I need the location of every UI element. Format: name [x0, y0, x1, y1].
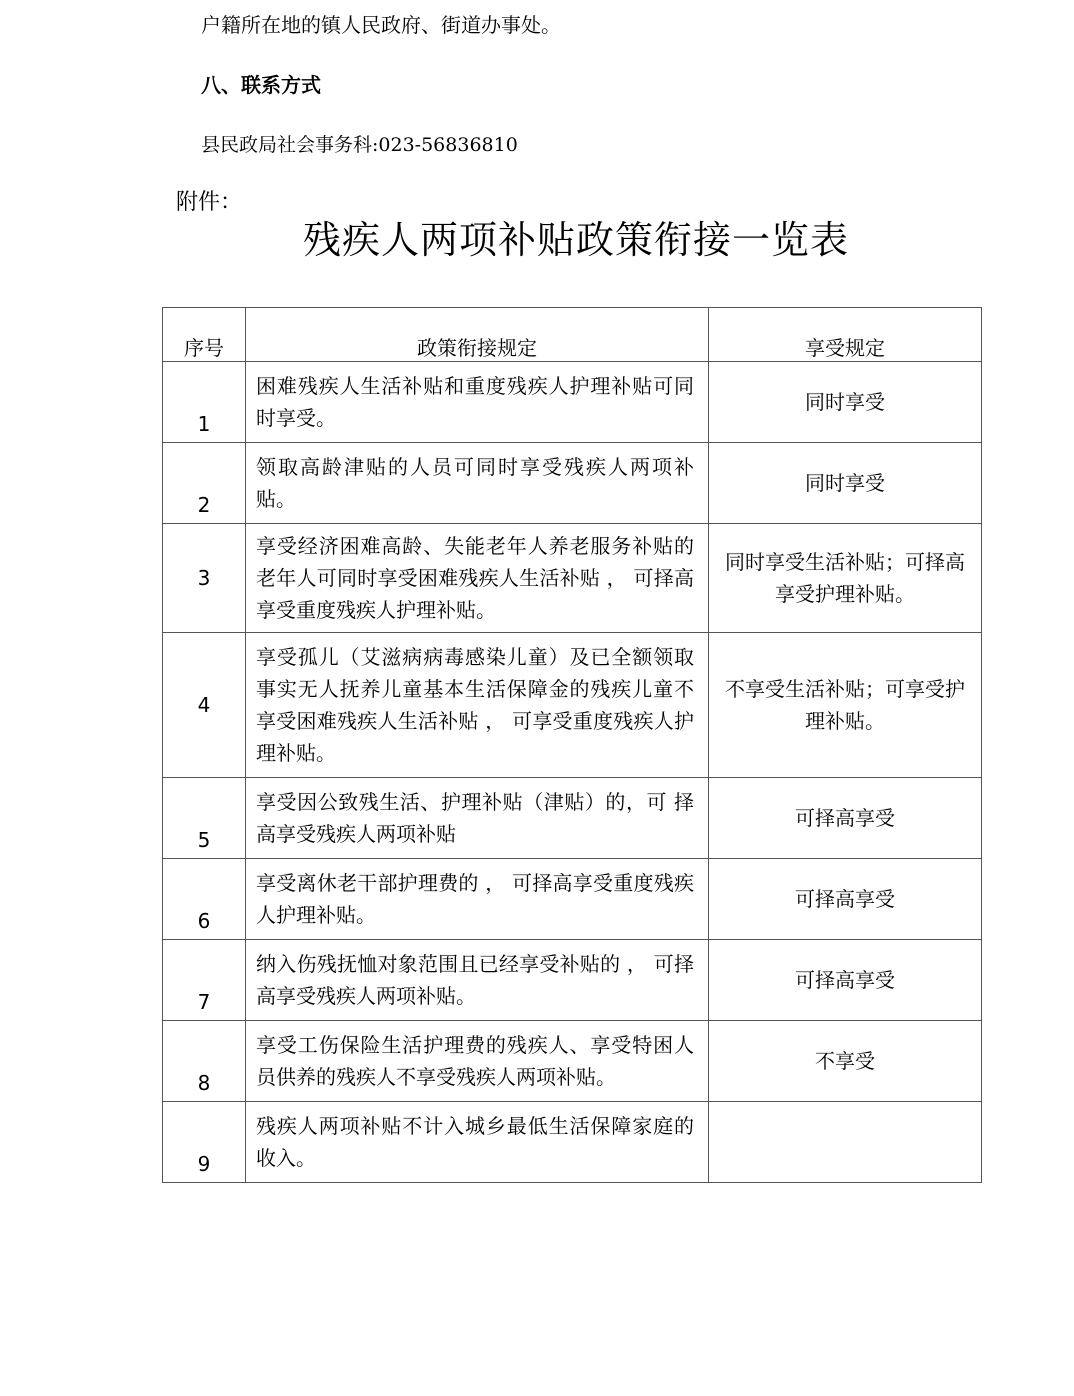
- row-result: 可择高享受: [709, 940, 982, 1021]
- header-rule: 政策衔接规定: [246, 308, 709, 362]
- table-row: [163, 1102, 982, 1183]
- row-rule: 享受孤儿（艾滋病病毒感染儿童）及已全额领取事实无人抚养儿童基本生活保障金的残疾儿童不享受困难残疾人生活补贴 ， 可享受重度残疾人护理补贴。: [246, 633, 709, 778]
- header-result: 享受规定: [709, 308, 982, 362]
- row-number: 6: [163, 859, 246, 940]
- row-rule: 领取高龄津贴的人员可同时享受残疾人两项补贴。: [246, 443, 709, 524]
- table-title: 残疾人两项补贴政策衔接一览表: [302, 218, 849, 262]
- row-rule: 纳入伤残抚恤对象范围且已经享受补贴的 ， 可择高享受残疾人两项补贴。: [246, 940, 709, 1021]
- intro-line: 户籍所在地的镇人民政府、街道办事处。: [201, 13, 561, 37]
- table-row: [163, 633, 982, 778]
- row-number: 5: [163, 778, 246, 859]
- row-result: 不享受: [709, 1021, 982, 1102]
- row-result: 可择高享受: [709, 859, 982, 940]
- row-number: 1: [163, 362, 246, 443]
- row-number: 9: [163, 1102, 246, 1183]
- row-result: 同时享受: [709, 443, 982, 524]
- table-row: [163, 1021, 982, 1102]
- table-header-row: [163, 308, 982, 362]
- row-result: 不享受生活补贴；可享受护理补贴。: [709, 633, 982, 778]
- row-rule: 享受因公致残生活、护理补贴（津贴）的，可 择 高享受残疾人两项补贴: [246, 778, 709, 859]
- table-row: [163, 362, 982, 443]
- row-rule: 享受离休老干部护理费的 ， 可择高享受重度残疾人护理补贴。: [246, 859, 709, 940]
- row-number: 8: [163, 1021, 246, 1102]
- contact-line: 县民政局社会事务科:023-56836810: [201, 134, 518, 156]
- row-number: 3: [163, 524, 246, 633]
- row-rule: 享受工伤保险生活护理费的残疾人、享受特困人员供养的残疾人不享受残疾人两项补贴。: [246, 1021, 709, 1102]
- row-rule: 困难残疾人生活补贴和重度残疾人护理补贴可同时享受。: [246, 362, 709, 443]
- row-number: 4: [163, 633, 246, 778]
- row-result: 同时享受: [709, 362, 982, 443]
- row-number: 7: [163, 940, 246, 1021]
- table-row: [163, 524, 982, 633]
- table-row: [163, 940, 982, 1021]
- row-result: 可择高享受: [709, 778, 982, 859]
- row-rule: 享受经济困难高龄、失能老年人养老服务补贴的老年人可同时享受困难残疾人生活补贴 ， 可择高享受重度残疾人护理补贴。: [246, 524, 709, 633]
- row-result: 同时享受生活补贴；可择高享受护理补贴。: [709, 524, 982, 633]
- section-heading: 八、联系方式: [201, 73, 321, 97]
- header-number: 序号: [163, 308, 246, 362]
- policy-table: [162, 307, 982, 1183]
- table-row: [163, 443, 982, 524]
- attachment-label: 附件：: [176, 190, 243, 215]
- row-rule: 残疾人两项补贴不计入城乡最低生活保障家庭的收入。: [246, 1102, 709, 1183]
- table-row: [163, 859, 982, 940]
- row-number: 2: [163, 443, 246, 524]
- table-row: [163, 778, 982, 859]
- row-result: [709, 1102, 982, 1183]
